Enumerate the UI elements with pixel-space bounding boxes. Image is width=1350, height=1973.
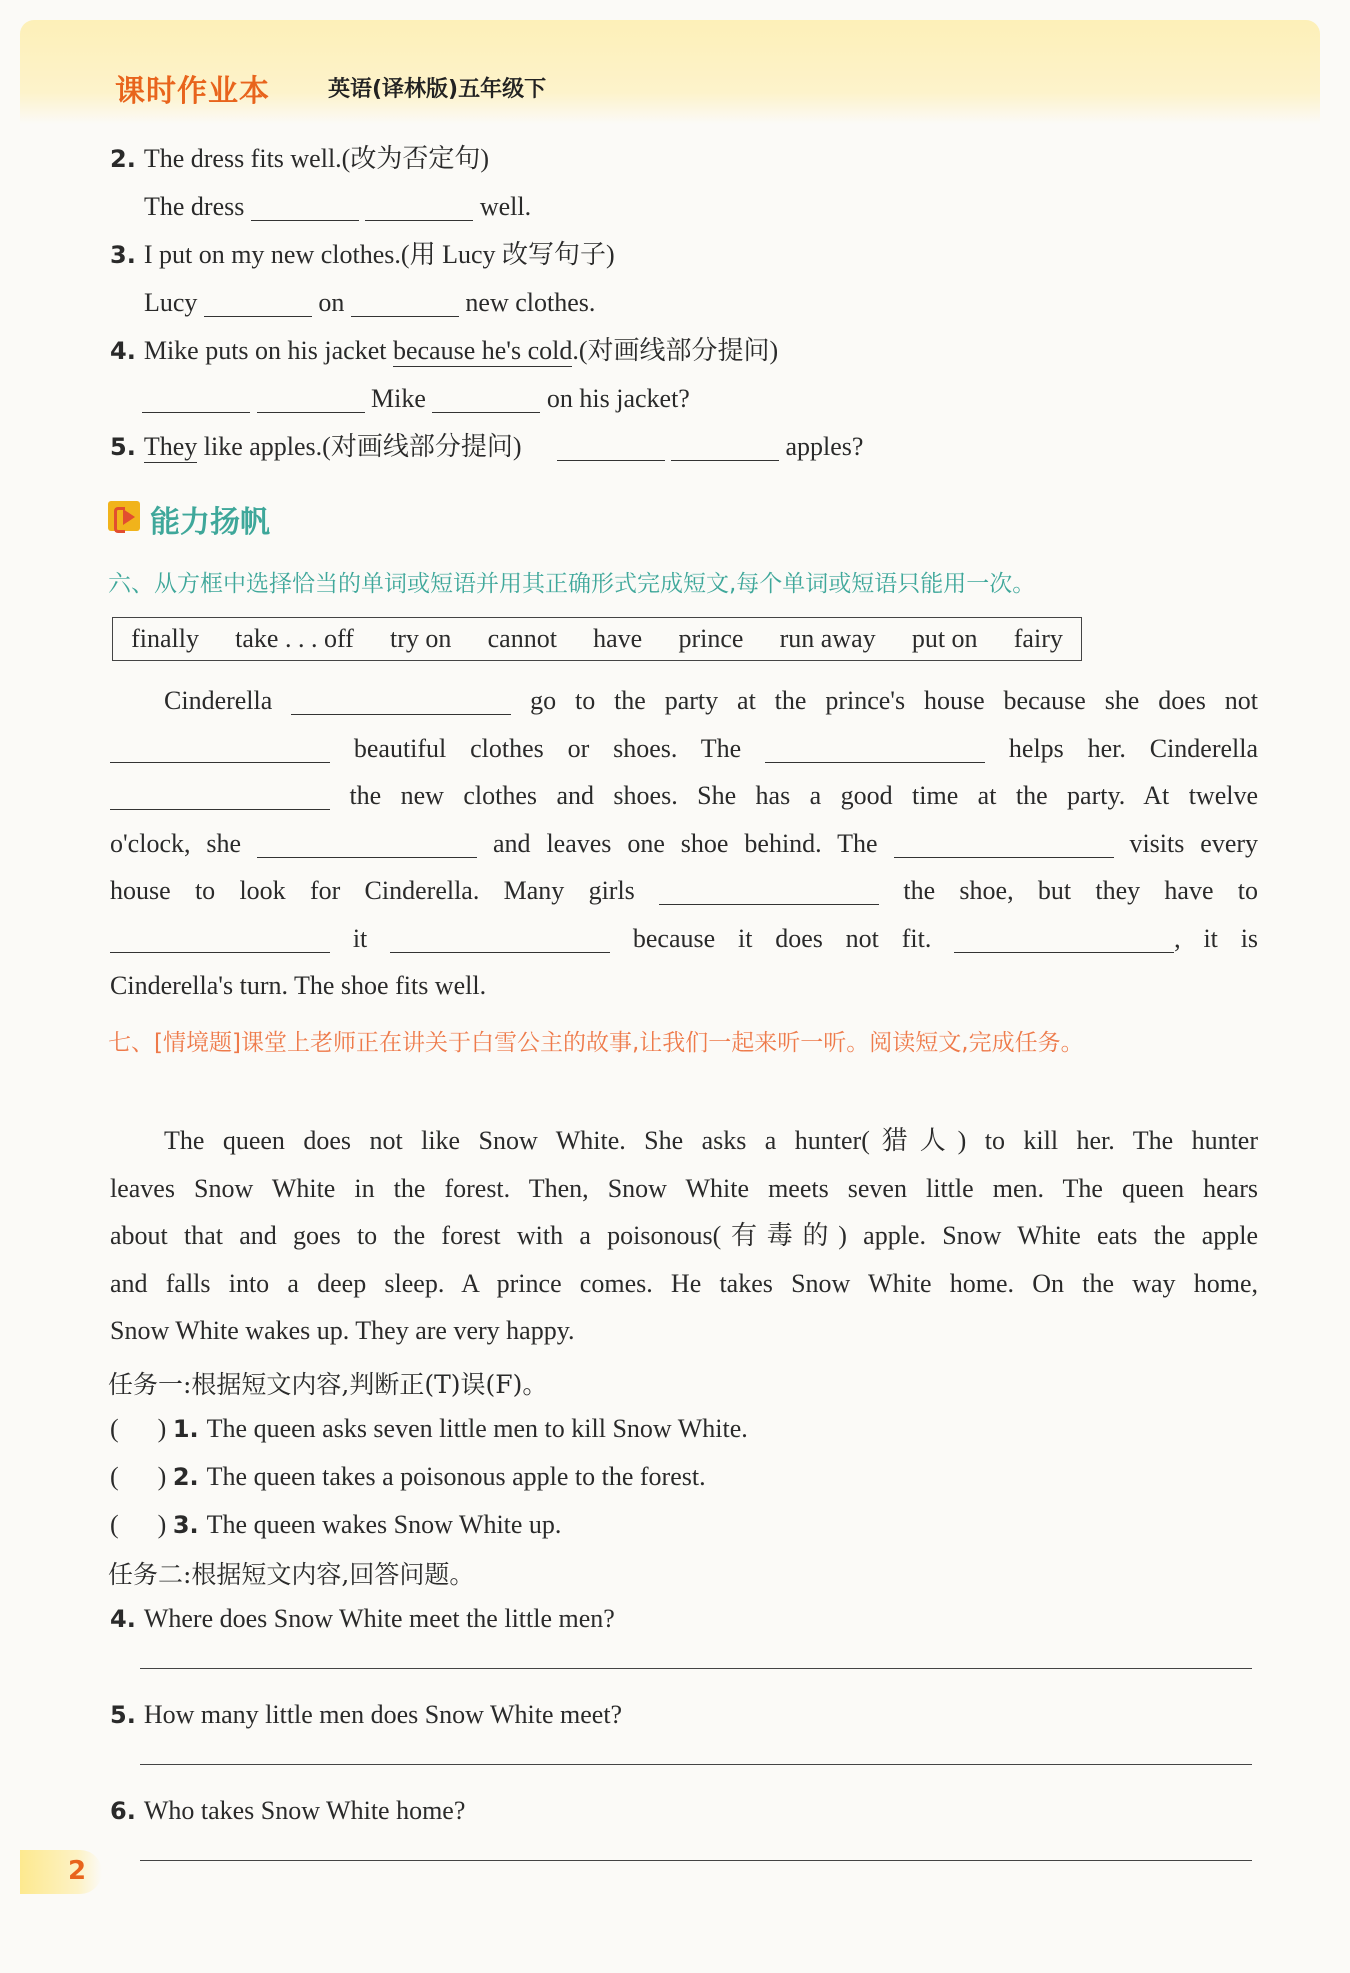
- page-header: [20, 20, 1320, 124]
- cloze-passage: [110, 677, 1258, 1010]
- cloze-blank[interactable]: [257, 831, 477, 858]
- passage-line: o'clock, she and leaves one shoe behind. The visits every: [110, 828, 1259, 858]
- cloze-blank[interactable]: [765, 736, 985, 763]
- rewrite-item-4: 4. Mike puts on his jacket because he's cold.(对画线部分提问): [110, 336, 779, 365]
- q6-instruction: 六、从方框中选择恰当的单词或短语并用其正确形式完成短文,每个单词或短语只能用一次。: [108, 571, 1036, 597]
- cloze-blank[interactable]: [110, 926, 330, 953]
- underlined-phrase: They: [143, 432, 198, 461]
- passage-line: house to look for Cinderella. Many girls the shoe, but they have to: [110, 876, 1259, 905]
- rewrite-item-5: 5. They like apples.(对画线部分提问) apples?: [110, 432, 864, 461]
- word-option: put on: [911, 624, 978, 653]
- underlined-phrase: because he's cold: [392, 336, 573, 365]
- answer-line[interactable]: [140, 1764, 1252, 1765]
- answer-blank[interactable]: [432, 386, 540, 413]
- word-option: cannot: [487, 624, 557, 653]
- q7-instruction: 七、[情境题]课堂上老师正在讲关于白雪公主的故事,让我们一起来听一听。阅读短文,完成任务。: [108, 1030, 1084, 1056]
- question-item: 4. Where does Snow White meet the little men?: [110, 1604, 615, 1633]
- cloze-blank[interactable]: [110, 736, 330, 763]
- tf-item: ( ) 1. The queen asks seven little men to kill Snow White.: [110, 1414, 748, 1443]
- answer-blank[interactable]: [257, 386, 365, 413]
- passage-line: the new clothes and shoes. She has a good time at the party. At twelve: [110, 772, 1258, 820]
- word-option: try on: [390, 624, 452, 653]
- answer-blank[interactable]: [351, 290, 459, 317]
- answer-line[interactable]: [140, 1860, 1252, 1861]
- cloze-blank[interactable]: [954, 926, 1174, 953]
- word-option: finally: [131, 624, 199, 653]
- answer-blank[interactable]: [251, 194, 359, 221]
- task1-label: 任务一:根据短文内容,判断正(T)误(F)。: [108, 1370, 548, 1399]
- word-option: fairy: [1013, 624, 1063, 653]
- page: 课时作业本 英语(译林版)五年级下 2. The dress fits well.(改为否定句) The dress well. 3. I put on my new clothes.(用 Lucy 改写句子) Lucy on new clothes. 4. Mike puts on his jacket because he's cold.(对画线部分提问) Mike on his jacket? 5. They like apples.(对画线部分提问) apples? 能力扬帆 六、从方框中选择恰当的单词或短语并用其正确形式完成短文,每个单词或短语只能用一次。 finally take . . . off try on cannot have prince run away put on fairy Cinderella go to the party at the prince's house because she does not beautiful clothes or shoes. The helps her. Cinderella the new clothes and shoes. She has a good time at the party. At twelve o'clock, she and leaves one shoe behind. The visits every house to look for Cinderella. Many girls the shoe, but they have to it because it does not fit. , it is Cinderella's turn. The shoe fits well. 七、[情境题]课堂上老师正在讲关于白雪公主的故事,让我们一起来听一听。阅读短文,完成任务。 The queen does not like Snow White. She asks a hunter(猎人) to kill her. The hunter leaves Snow White in the forest. Then, Snow White meets seven little men. The queen hears about that and goes to the forest with a poisonous(有毒的) apple. Snow White eats the apple and falls into a deep sleep. A prince comes. He takes Snow White home. On the way home, Snow White wakes up. They are very happy. 任务一:根据短文内容,判断正(T)误(F)。 ( ) 1. The queen asks seven little men to kill Snow White. ( ) 2. The queen takes a poisonous apple to the forest. ( ) 3. The queen wakes Snow White up. 任务二:根据短文内容,回答问题。 4. Where does Snow White meet the little men? 5. How many little men does Snow White meet? 6. Who takes Snow White home? 2: [0, 0, 1350, 1973]
- answer-blank[interactable]: [142, 386, 250, 413]
- page-number: 2: [20, 1850, 102, 1894]
- task2-label: 任务二:根据短文内容,回答问题。: [108, 1560, 475, 1589]
- passage-line: leaves Snow White in the forest. Then, Snow White meets seven little men. The queen hears: [110, 1173, 1258, 1203]
- answer-bracket[interactable]: ( ): [110, 1462, 167, 1491]
- answer-blank[interactable]: [557, 434, 665, 461]
- tf-item: ( ) 2. The queen takes a poisonous apple to the forest.: [110, 1462, 706, 1491]
- cloze-blank[interactable]: [110, 783, 330, 810]
- rewrite-answer-4: Mike on his jacket?: [142, 383, 690, 415]
- tf-item: ( ) 3. The queen wakes Snow White up.: [110, 1510, 562, 1539]
- passage-line: beautiful clothes or shoes. The helps her. Cinderella: [110, 725, 1258, 773]
- answer-blank[interactable]: [365, 194, 473, 221]
- rewrite-item-3: 3. I put on my new clothes.(用 Lucy 改写句子): [110, 240, 615, 269]
- word-box: [112, 617, 1082, 661]
- word-option: have: [593, 624, 643, 653]
- word-option: prince: [678, 624, 744, 653]
- passage-line: and falls into a deep sleep. A prince comes. He takes Snow White home. On the way home,: [110, 1268, 1258, 1298]
- answer-line[interactable]: [140, 1668, 1252, 1669]
- answer-bracket[interactable]: ( ): [110, 1510, 167, 1539]
- flag-icon: [108, 501, 140, 531]
- passage-line: it because it does not fit. , it is: [110, 915, 1258, 963]
- book-subtitle: 英语(译林版)五年级下: [328, 77, 547, 102]
- rewrite-item-2: 2. The dress fits well.(改为否定句): [110, 144, 489, 173]
- answer-blank[interactable]: [204, 290, 312, 317]
- passage-line: The queen does not like Snow White. She asks a hunter(猎人) to kill her. The hunter: [164, 1126, 1258, 1155]
- cloze-blank[interactable]: [894, 831, 1114, 858]
- answer-blank[interactable]: [671, 434, 779, 461]
- passage-line: Snow White wakes up. They are very happy.: [110, 1316, 575, 1345]
- passage-line: Cinderella go to the party at the prince's house because she does not: [164, 686, 1258, 715]
- question-item: 5. How many little men does Snow White meet?: [110, 1700, 623, 1729]
- cloze-blank[interactable]: [659, 878, 879, 905]
- rewrite-answer-3: Lucy on new clothes.: [144, 288, 596, 317]
- word-option: run away: [779, 624, 876, 653]
- cloze-blank[interactable]: [291, 688, 511, 715]
- word-option: take . . . off: [235, 624, 354, 653]
- cloze-blank[interactable]: [390, 926, 610, 953]
- story-passage: [110, 1117, 1258, 1355]
- book-title: 课时作业本: [115, 74, 270, 109]
- rewrite-answer-2: The dress well.: [144, 192, 532, 221]
- passage-line: Cinderella's turn. The shoe fits well.: [110, 971, 487, 1000]
- question-item: 6. Who takes Snow White home?: [110, 1796, 466, 1825]
- passage-line: about that and goes to the forest with a poisonous(有毒的) apple. Snow White eats the apple: [110, 1221, 1258, 1250]
- answer-bracket[interactable]: ( ): [110, 1414, 167, 1443]
